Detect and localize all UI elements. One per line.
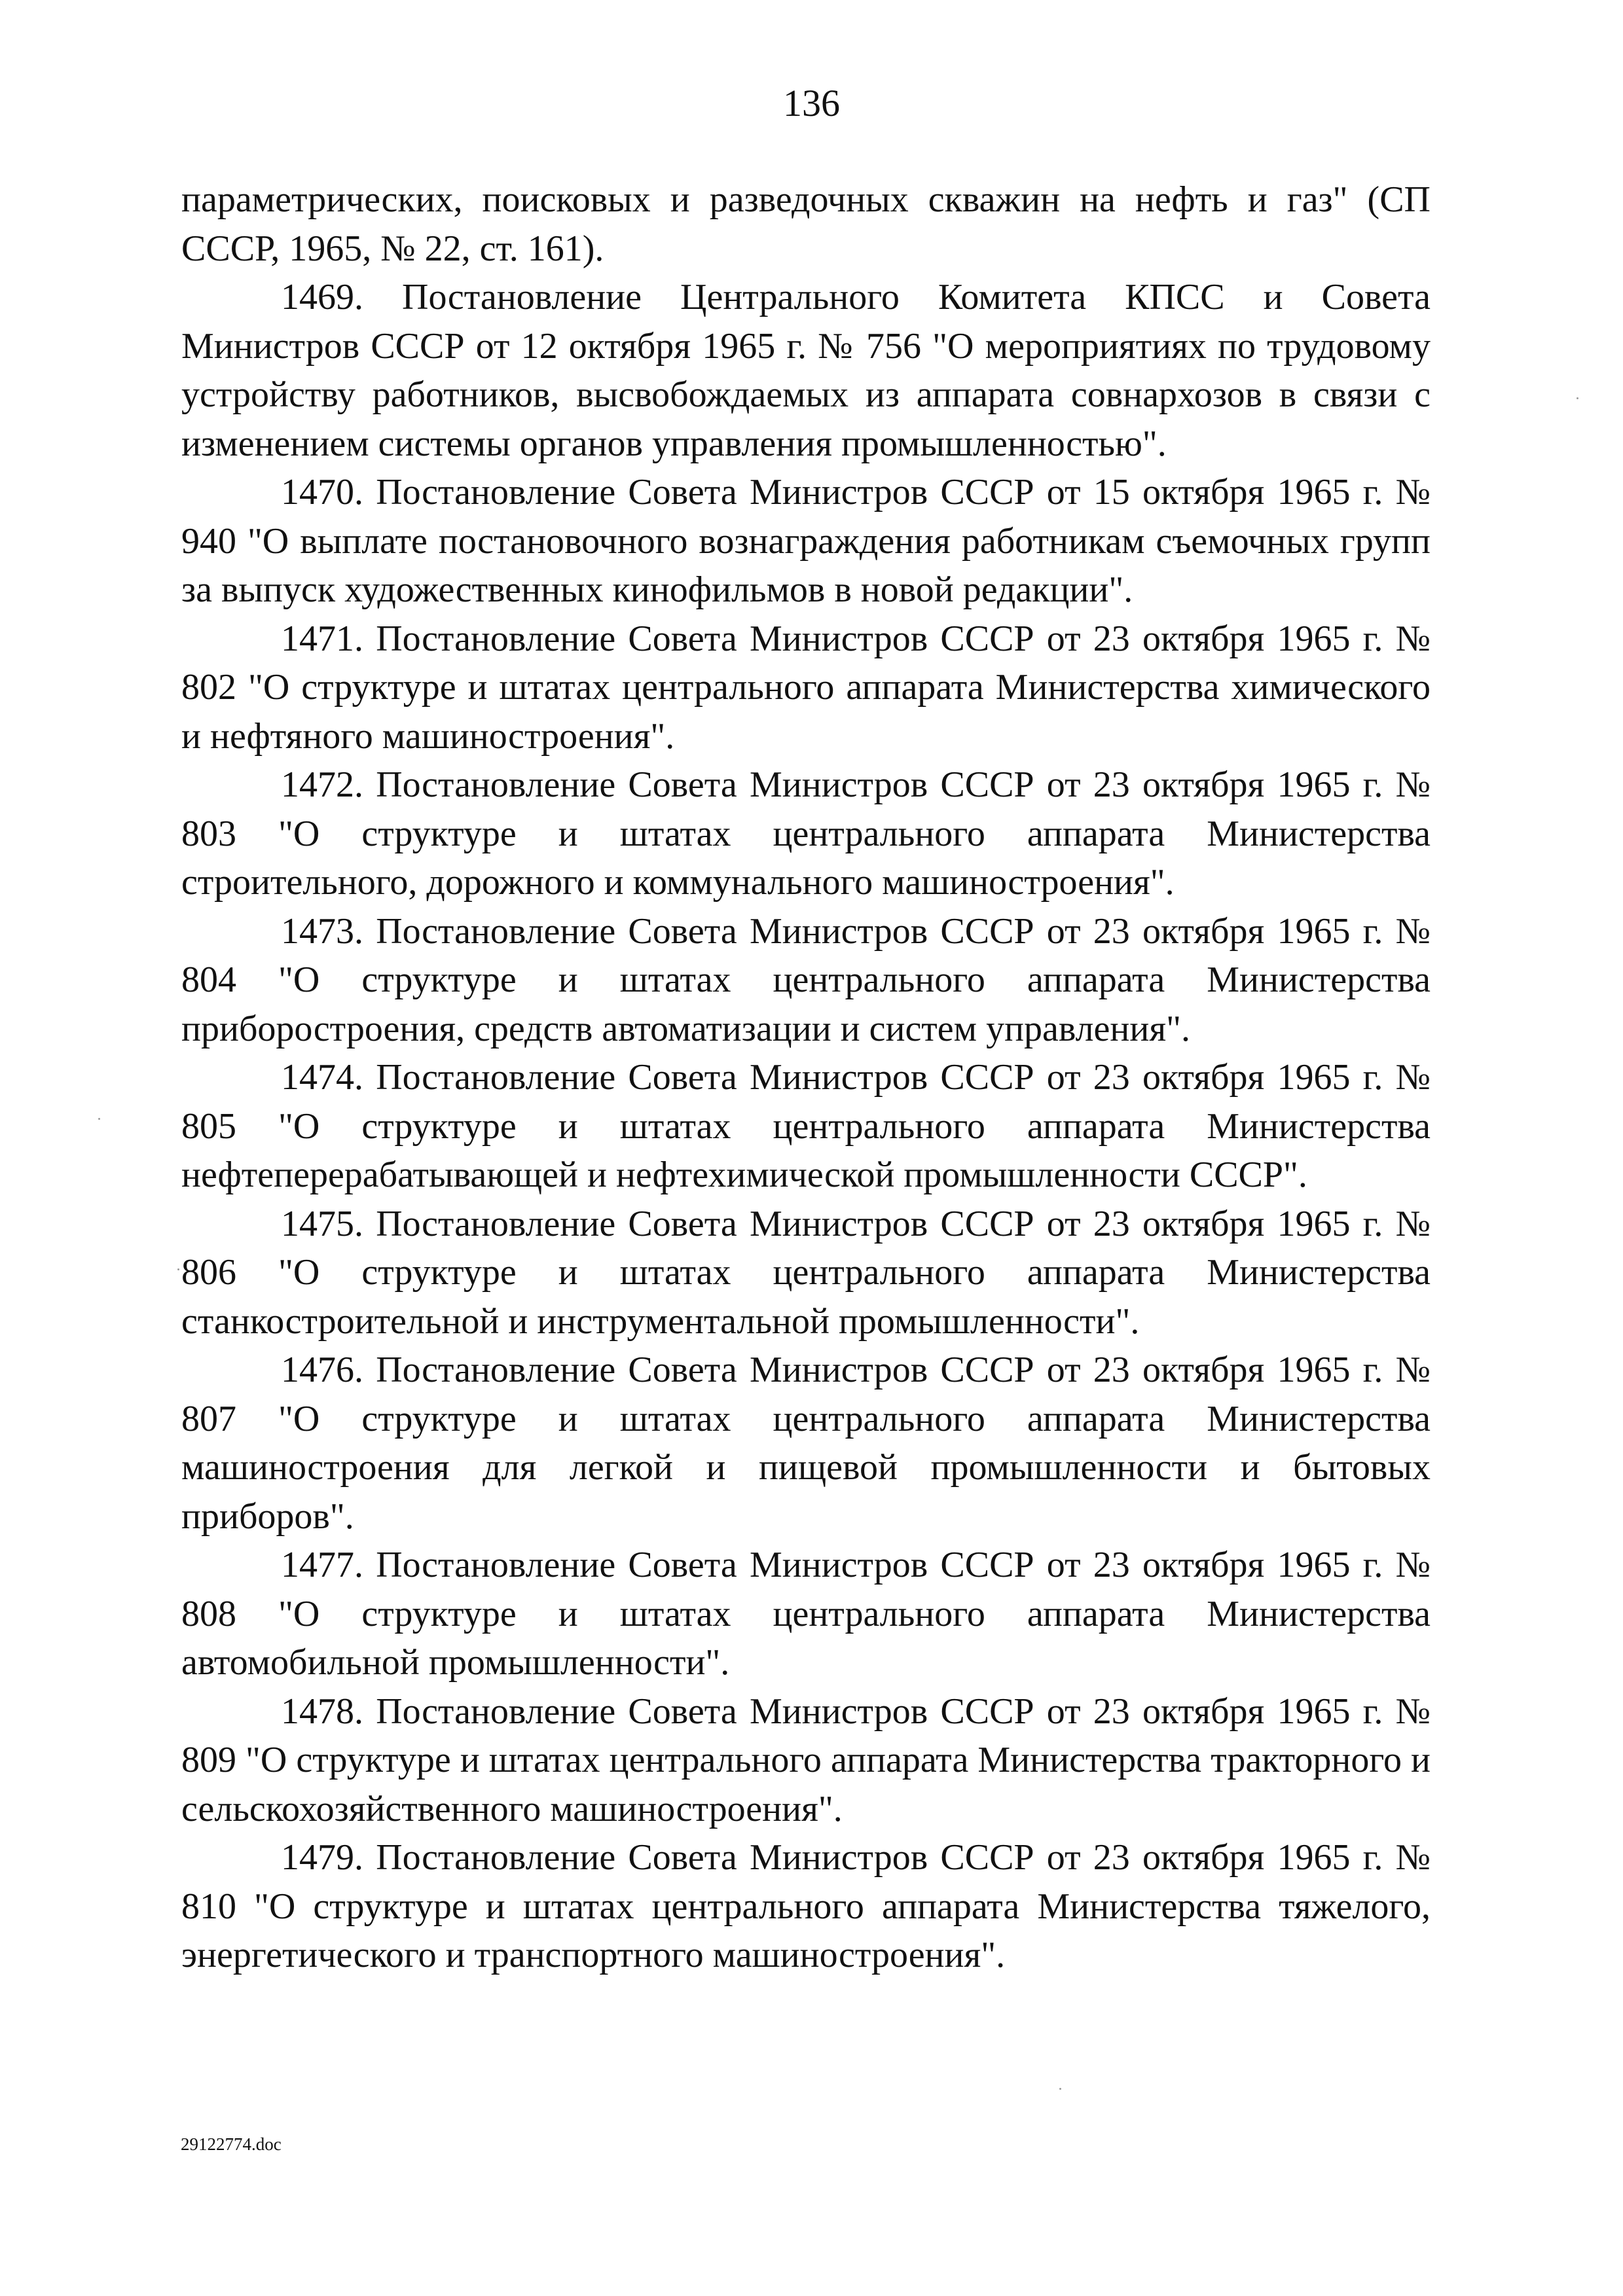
list-entry-1476: 1476. Постановление Совета Министров СССР от 23 октября 1965 г. № 807 "О структуре и штатах центрального аппарата Министерства машиностроения для легкой и пищевой промышленности и бытовых приборов". <box>181 1350 1431 1537</box>
list-entry-1471: 1471. Постановление Совета Министров СССР от 23 октября 1965 г. № 802 "О структуре и штатах центрального аппарата Министерства химического и нефтяного машиностроения". <box>181 618 1431 757</box>
page-number: 136 <box>783 82 840 124</box>
list-entry-1473: 1473. Постановление Совета Министров СССР от 23 октября 1965 г. № 804 "О структуре и штатах центрального аппарата Министерства приборостроения, средств автоматизации и систем управления". <box>181 910 1431 1049</box>
list-entry-1472: 1472. Постановление Совета Министров СССР от 23 октября 1965 г. № 803 "О структуре и штатах центрального аппарата Министерства строительного, дорожного и коммунального машиностроения". <box>181 764 1431 903</box>
continuation-paragraph: параметрических, поисковых и разведочных скважин на нефть и газ" (СП СССР, 1965, № 22, ст. 161). <box>181 179 1431 269</box>
document-body <box>181 175 1431 1980</box>
scan-speck <box>1577 397 1578 399</box>
scan-speck <box>1059 2088 1061 2090</box>
scan-speck <box>177 1268 179 1270</box>
scan-speck <box>98 1118 100 1120</box>
list-entry-1469: 1469. Постановление Центрального Комитета КПСС и Совета Министров СССР от 12 октября 1965 г. № 756 "О мероприятиях по трудовому устройству работников, высвобождаемых из аппарата совнархозов в связи с изменением системы органов управления промышленностью". <box>181 277 1431 464</box>
list-entry-1478: 1478. Постановление Совета Министров СССР от 23 октября 1965 г. № 809 "О структуре и штатах центрального аппарата Министерства тракторного и сельскохозяйственного машиностроения". <box>181 1691 1431 1829</box>
list-entry-1479: 1479. Постановление Совета Министров СССР от 23 октября 1965 г. № 810 "О структуре и штатах центрального аппарата Министерства тяжелого, энергетического и транспортного машиностроения". <box>181 1837 1431 1975</box>
list-entry-1470: 1470. Постановление Совета Министров СССР от 15 октября 1965 г. № 940 "О выплате постановочного вознаграждения работникам съемочных групп за выпуск художественных кинофильмов в новой редакции". <box>181 472 1431 610</box>
list-entry-1475: 1475. Постановление Совета Министров СССР от 23 октября 1965 г. № 806 "О структуре и штатах центрального аппарата Министерства станкостроительной и инструментальной промышленности". <box>181 1203 1431 1342</box>
list-entry-1477: 1477. Постановление Совета Министров СССР от 23 октября 1965 г. № 808 "О структуре и штатах центрального аппарата Министерства автомобильной промышленности". <box>181 1545 1431 1683</box>
footer-filename: 29122774.doc <box>181 2134 282 2154</box>
list-entry-1474: 1474. Постановление Совета Министров СССР от 23 октября 1965 г. № 805 "О структуре и штатах центрального аппарата Министерства нефтеперерабатывающей и нефтехимической промышленности СССР". <box>181 1057 1431 1195</box>
